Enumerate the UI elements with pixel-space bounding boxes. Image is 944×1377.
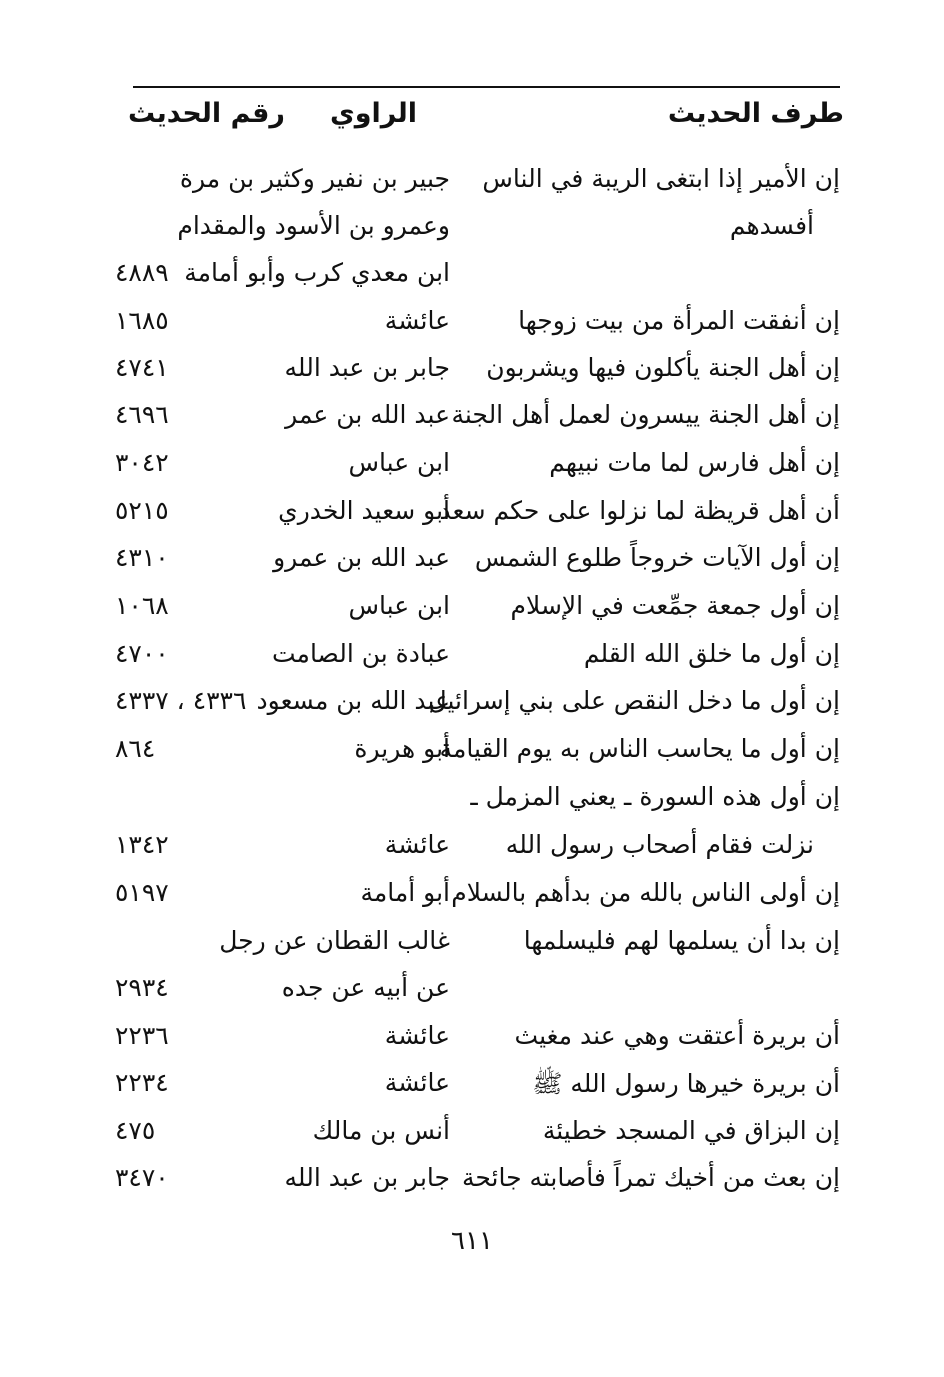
table-row: [0, 490, 944, 538]
hadith-number: ٣٠٤٢: [115, 448, 169, 477]
narrator-text: عن أبيه عن جده: [281, 973, 450, 1002]
column-header-narrator: الراوي: [330, 98, 417, 129]
hadith-text: نزلت فقام أصحاب رسول الله: [505, 830, 814, 859]
table-row: [0, 347, 944, 395]
hadith-text: إن أول هذه السورة ـ يعني المزمل ـ: [470, 782, 840, 811]
table-row: [0, 300, 944, 348]
hadith-text: إن أول جمعة جمِّعت في الإسلام: [510, 591, 840, 620]
hadith-number: ٤٣١٠: [115, 543, 169, 572]
column-header-hadith: طرف الحديث: [667, 98, 844, 129]
hadith-text: إن أهل فارس لما مات نبيهم: [549, 448, 840, 477]
hadith-number: ٣٤٧٠: [115, 1163, 169, 1192]
hadith-number: ٤٨٨٩: [115, 258, 169, 287]
hadith-number: ١٦٨٥: [115, 306, 169, 335]
hadith-text: إن البزاق في المسجد خطيئة: [542, 1116, 840, 1145]
hadith-text: إن أهل الجنة ييسرون لعمل أهل الجنة: [451, 400, 840, 429]
table-row: [0, 585, 944, 633]
hadith-text: أن بريرة خيرها رسول الله ﷺ: [532, 1069, 840, 1098]
table-row: [0, 728, 944, 776]
narrator-text: عبادة بن الصامت: [272, 639, 450, 668]
hadith-text: أفسدهم: [729, 211, 814, 240]
hadith-text: إن أولى الناس بالله من بدأهم بالسلام: [451, 878, 840, 907]
table-row: [0, 205, 944, 253]
table-row: [0, 252, 944, 300]
narrator-text: عائشة: [384, 1068, 450, 1097]
hadith-number: ٤٦٩٦: [115, 400, 169, 429]
hadith-number: ٤٧٥: [115, 1116, 156, 1145]
hadith-number: ٥٢١٥: [115, 496, 169, 525]
narrator-text: وعمرو بن الأسود والمقدام: [177, 211, 450, 240]
hadith-text: إن بعث من أخيك تمراً فأصابته جائحة: [461, 1163, 840, 1192]
hadith-text: إن أول الآيات خروجاً طلوع الشمس: [474, 543, 840, 572]
hadith-text: إن أهل الجنة يأكلون فيها ويشربون: [486, 353, 840, 382]
narrator-text: جابر بن عبد الله: [284, 1163, 450, 1192]
hadith-text: إن بدا أن يسلمها لهم فليسلمها: [523, 926, 840, 955]
hadith-number: ٤٧٤١: [115, 353, 169, 382]
table-row: [0, 633, 944, 681]
table-row: [0, 680, 944, 728]
narrator-text: أبو سعيد الخدري: [278, 496, 450, 525]
hadith-number: ١٠٦٨: [115, 591, 169, 620]
table-row: [0, 1015, 944, 1063]
hadith-text: إن أنفقت المرأة من بيت زوجها: [518, 306, 840, 335]
hadith-number: ٢٢٣٤: [115, 1068, 169, 1097]
narrator-text: عبد الله بن عمرو: [273, 543, 450, 572]
narrator-text: عائشة: [384, 306, 450, 335]
hadith-number: ١٣٤٢: [115, 830, 169, 859]
table-row: [0, 1062, 944, 1110]
table-row: [0, 776, 944, 824]
table-row: [0, 967, 944, 1015]
table-row: [0, 872, 944, 920]
hadith-text: إن أول ما دخل النقص على بني إسرائيل: [428, 686, 840, 715]
narrator-text: ابن عباس: [348, 448, 450, 477]
narrator-text: عائشة: [384, 1021, 450, 1050]
narrator-text: عبد الله بن مسعود: [256, 686, 450, 715]
table-row: [0, 158, 944, 206]
hadith-text: أن أهل قريظة لما نزلوا على حكم سعد: [439, 496, 840, 525]
table-row: [0, 920, 944, 968]
narrator-text: عائشة: [384, 830, 450, 859]
hadith-text: أن بريرة أعتقت وهي عند مغيث: [514, 1021, 840, 1050]
table-row: [0, 1110, 944, 1158]
narrator-text: ابن معدي كرب وأبو أمامة: [184, 258, 450, 287]
hadith-number: ٨٦٤: [115, 734, 156, 763]
narrator-text: أبو هريرة: [354, 734, 450, 763]
hadith-text: إن الأمير إذا ابتغى الريبة في الناس: [482, 164, 840, 193]
narrator-text: جبير بن نفير وكثير بن مرة: [179, 164, 450, 193]
narrator-text: عبد الله بن عمر: [285, 400, 450, 429]
table-row: [0, 442, 944, 490]
narrator-text: غالب القطان عن رجل: [219, 926, 450, 955]
table-row: [0, 394, 944, 442]
table-row: [0, 1157, 944, 1205]
hadith-number: ٢٩٣٤: [115, 973, 169, 1002]
hadith-text: إن أول ما خلق الله القلم: [583, 639, 840, 668]
hadith-number: ٢٢٣٦: [115, 1021, 169, 1050]
table-row: [0, 824, 944, 872]
hadith-number: ٤٣٣٦ ، ٤٣٣٧: [115, 686, 247, 715]
hadith-text: إن أول ما يحاسب الناس به يوم القيامة: [439, 734, 840, 763]
hadith-number: ٥١٩٧: [115, 878, 169, 907]
narrator-text: أبو أمامة: [360, 878, 450, 907]
table-row: [0, 537, 944, 585]
narrator-text: جابر بن عبد الله: [284, 353, 450, 382]
hadith-number: ٤٧٠٠: [115, 639, 169, 668]
column-header-number: رقم الحديث: [128, 98, 285, 129]
narrator-text: ابن عباس: [348, 591, 450, 620]
page-number: ٦١١: [451, 1226, 493, 1256]
header-top-rule: [133, 86, 840, 88]
narrator-text: أنس بن مالك: [312, 1116, 450, 1145]
